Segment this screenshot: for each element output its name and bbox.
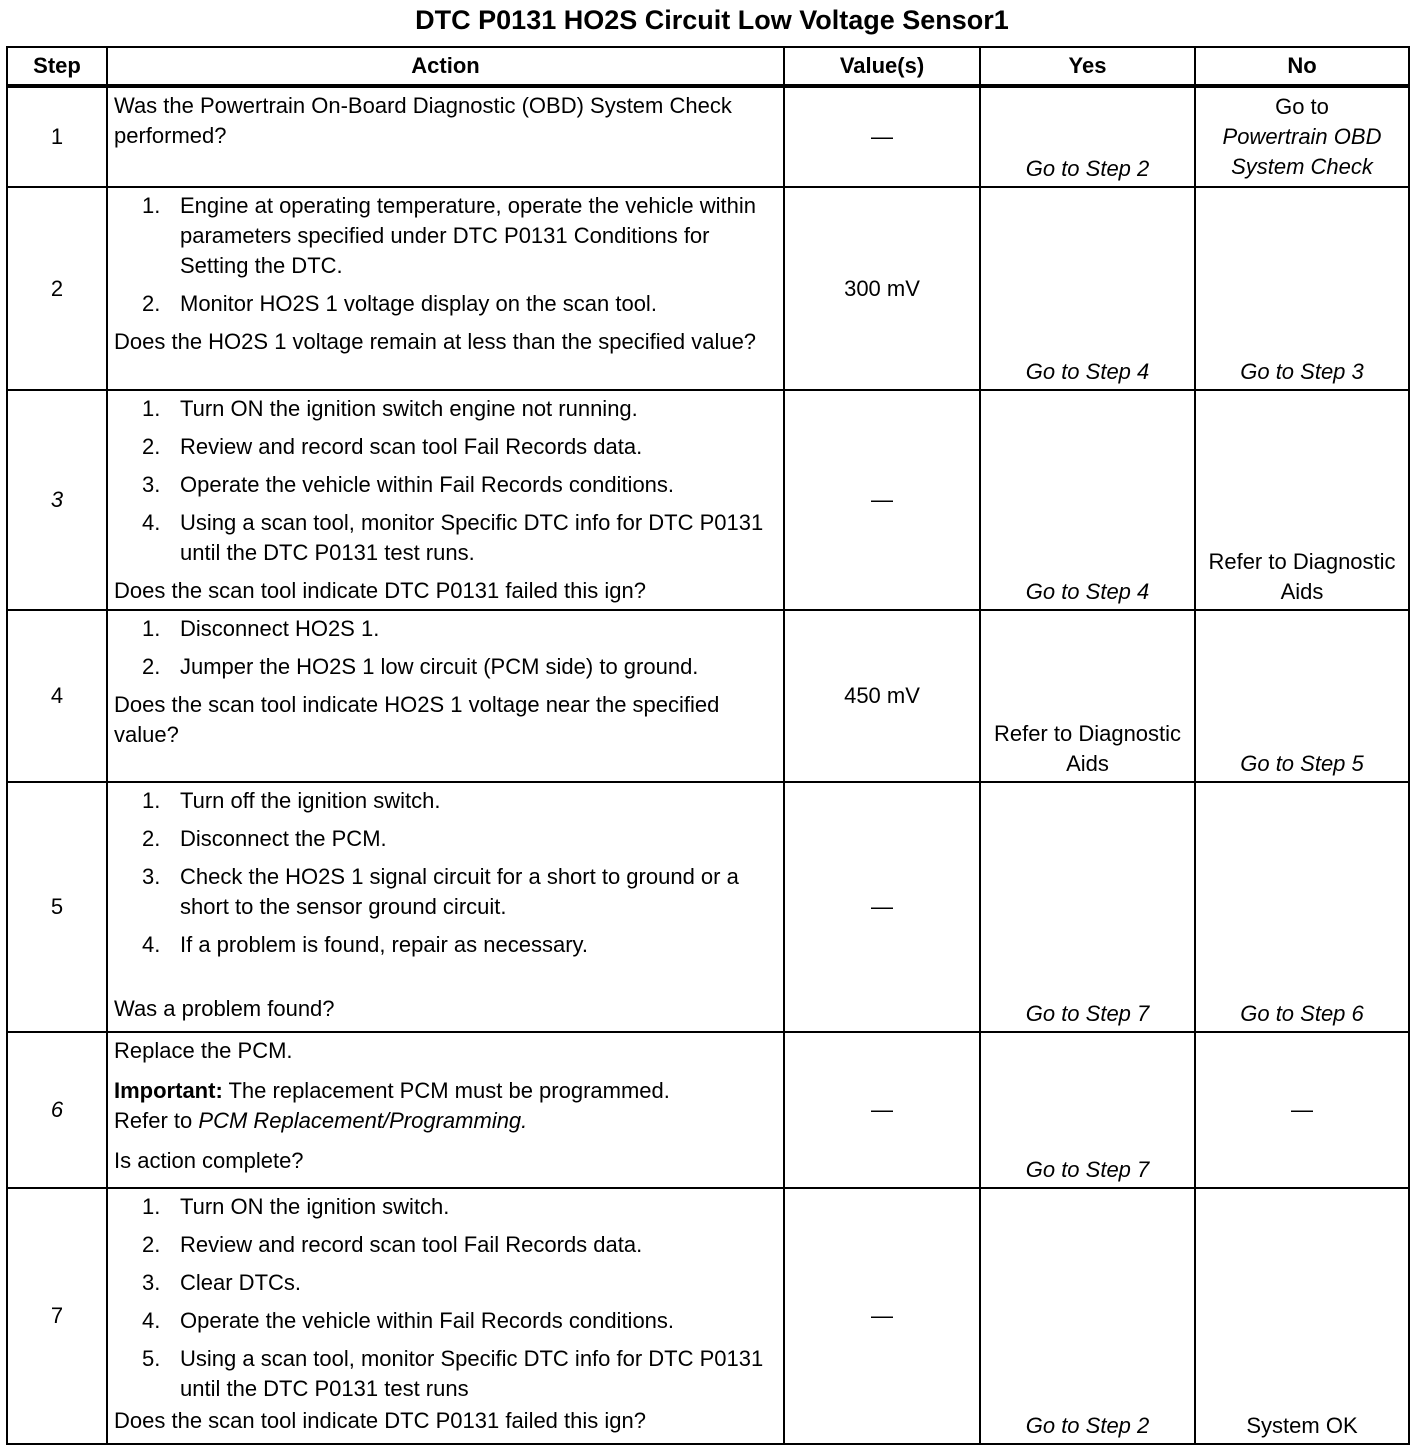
important-note — [114, 1076, 775, 1136]
table-row — [7, 782, 1409, 1032]
list-item: 4. Operate the vehicle within Fail Records conditions. — [142, 1308, 675, 1333]
step-number: 6 — [7, 1032, 107, 1188]
action-question: Does the scan tool indicate DTC P0131 failed this ign? — [114, 1408, 646, 1433]
table-row — [7, 1032, 1409, 1188]
refer-link[interactable]: PCM Replacement/Programming. — [198, 1108, 528, 1133]
step-number: 3 — [7, 390, 107, 610]
no-cell: — — [1195, 1032, 1409, 1188]
important-text: The replacement PCM must be programmed. — [228, 1078, 670, 1103]
yes-link[interactable]: Go to Step 2 — [1025, 156, 1150, 181]
list-item: 3. Operate the vehicle within Fail Records conditions. — [142, 472, 675, 497]
action-question: Does the HO2S 1 voltage remain at less than the specified value? — [114, 329, 757, 354]
value-cell: 450 mV — [784, 610, 980, 782]
action-cell — [107, 1188, 784, 1444]
yes-link[interactable]: Go to Step 7 — [1025, 1001, 1150, 1026]
action-steps — [114, 1192, 775, 1404]
action-question: Is action complete? — [114, 1148, 304, 1173]
action-steps — [114, 191, 775, 319]
step-number: 2 — [7, 187, 107, 390]
table-row — [7, 187, 1409, 390]
list-item: 1. Engine at operating temperature, operate the vehicle within parameters specified under DTC P0131 Conditions for Setting the DTC. — [142, 193, 757, 278]
no-link[interactable]: Go to Powertrain OBD System Check — [1222, 94, 1382, 179]
no-cell — [1195, 1188, 1409, 1444]
action-steps — [114, 614, 775, 682]
list-item: 3. Check the HO2S 1 signal circuit for a short to ground or a short to the sensor ground circuit. — [142, 864, 739, 919]
page-title: DTC P0131 HO2S Circuit Low Voltage Sensor1 — [415, 5, 1009, 35]
no-link[interactable]: Go to Step 3 — [1240, 359, 1364, 384]
yes-link[interactable]: Go to Step 4 — [1025, 359, 1150, 384]
list-item: 5. Using a scan tool, monitor Specific DTC info for DTC P0131 until the DTC P0131 test runs — [142, 1346, 764, 1401]
no-cell — [1195, 86, 1409, 187]
list-item: 1. Turn ON the ignition switch. — [142, 1194, 450, 1219]
value-cell: — — [784, 86, 980, 187]
no-link[interactable]: Go to Step 6 — [1240, 1001, 1364, 1026]
action-question: Was the Powertrain On-Board Diagnostic (OBD) System Check performed? — [114, 93, 732, 148]
no-link[interactable]: Refer to Diagnostic Aids — [1208, 549, 1396, 604]
yes-cell — [980, 86, 1195, 187]
no-cell — [1195, 610, 1409, 782]
yes-cell — [980, 390, 1195, 610]
diagnostic-table — [6, 46, 1410, 1445]
header-row — [7, 47, 1409, 86]
list-item: 2. Jumper the HO2S 1 low circuit (PCM side) to ground. — [142, 654, 699, 679]
no-cell — [1195, 782, 1409, 1032]
step-number: 7 — [7, 1188, 107, 1444]
value-cell: — — [784, 1032, 980, 1188]
list-item: 4. Using a scan tool, monitor Specific DTC info for DTC P0131 until the DTC P0131 test runs. — [142, 510, 764, 565]
action-question: Was a problem found? — [114, 996, 335, 1021]
yes-cell — [980, 610, 1195, 782]
action-cell — [107, 610, 784, 782]
value-cell: — — [784, 1188, 980, 1444]
important-label: Important: — [114, 1078, 223, 1103]
header-value: Value(s) — [784, 47, 980, 86]
action-steps — [114, 786, 775, 960]
refer-prefix: Refer to — [114, 1108, 193, 1133]
action-question: Does the scan tool indicate DTC P0131 failed this ign? — [114, 578, 646, 603]
action-instruction: Replace the PCM. — [114, 1038, 293, 1063]
list-item: 2. Review and record scan tool Fail Records data. — [142, 434, 643, 459]
header-yes: Yes — [980, 47, 1195, 86]
list-item: 1. Turn ON the ignition switch engine not running. — [142, 396, 638, 421]
header-step: Step — [7, 47, 107, 86]
value-cell: 300 mV — [784, 187, 980, 390]
no-link[interactable]: Go to Step 5 — [1240, 751, 1364, 776]
no-cell — [1195, 187, 1409, 390]
yes-link[interactable]: Refer to Diagnostic Aids — [993, 721, 1182, 776]
no-result: System OK — [1246, 1413, 1358, 1438]
yes-link[interactable]: Go to Step 4 — [1025, 579, 1150, 604]
yes-cell — [980, 1032, 1195, 1188]
action-cell — [107, 86, 784, 187]
step-number: 4 — [7, 610, 107, 782]
table-row — [7, 1188, 1409, 1444]
value-cell: — — [784, 782, 980, 1032]
table-row — [7, 610, 1409, 782]
table-row — [7, 390, 1409, 610]
spacer — [114, 968, 775, 994]
list-item: 3. Clear DTCs. — [142, 1270, 302, 1295]
yes-cell — [980, 1188, 1195, 1444]
step-number: 1 — [7, 86, 107, 187]
list-item: 2. Disconnect the PCM. — [142, 826, 387, 851]
yes-cell — [980, 782, 1195, 1032]
list-item: 1. Disconnect HO2S 1. — [142, 616, 380, 641]
action-cell — [107, 390, 784, 610]
header-no: No — [1195, 47, 1409, 86]
list-item: 2. Monitor HO2S 1 voltage display on the scan tool. — [142, 291, 657, 316]
yes-link[interactable]: Go to Step 7 — [1025, 1157, 1150, 1182]
list-item: 1. Turn off the ignition switch. — [142, 788, 441, 813]
list-item: 2. Review and record scan tool Fail Records data. — [142, 1232, 643, 1257]
no-cell — [1195, 390, 1409, 610]
action-cell — [107, 187, 784, 390]
action-steps — [114, 394, 775, 568]
action-cell — [107, 782, 784, 1032]
header-action: Action — [107, 47, 784, 86]
value-cell: — — [784, 390, 980, 610]
table-row — [7, 86, 1409, 187]
step-number: 5 — [7, 782, 107, 1032]
list-item: 4. If a problem is found, repair as necessary. — [142, 932, 589, 957]
yes-link[interactable]: Go to Step 2 — [1025, 1413, 1150, 1438]
action-cell — [107, 1032, 784, 1188]
action-question: Does the scan tool indicate HO2S 1 voltage near the specified value? — [114, 692, 720, 747]
yes-cell — [980, 187, 1195, 390]
